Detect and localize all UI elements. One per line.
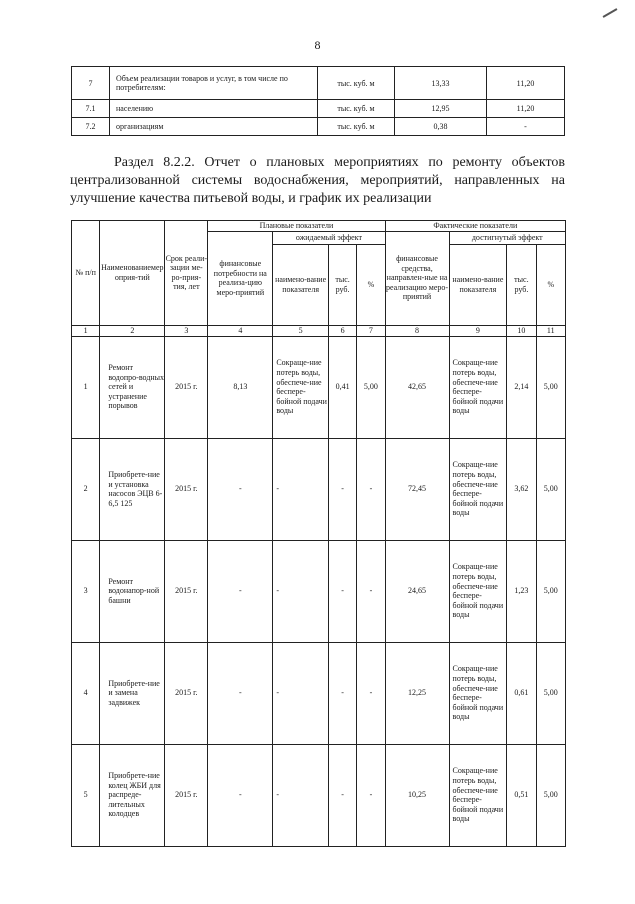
cell-act-rub: 2,14 bbox=[507, 336, 536, 438]
cell-act-ind: Сокраще-ние потерь воды, обеспече-ние беспере-бойной подачи воды bbox=[449, 744, 507, 846]
header-row bbox=[72, 221, 566, 232]
cell-act-fin: 72,45 bbox=[385, 438, 449, 540]
section-heading bbox=[70, 154, 565, 208]
cell-name: Приобрете-ние колец ЖБИ для распреде-лительных колодцев bbox=[100, 744, 165, 846]
cell-term: 2015 г. bbox=[165, 642, 208, 744]
table-row bbox=[72, 100, 565, 118]
cell-num: 2 bbox=[72, 438, 100, 540]
cell-plan-ind: - bbox=[273, 744, 329, 846]
row-value-2: 11,20 bbox=[487, 100, 565, 118]
cell-act-rub: 0,61 bbox=[507, 642, 536, 744]
scan-mark bbox=[603, 8, 618, 18]
cell-plan-ind: - bbox=[273, 438, 329, 540]
header-act-pct: % bbox=[536, 244, 565, 325]
cell-plan-fin: - bbox=[208, 438, 273, 540]
column-index-row bbox=[72, 325, 566, 336]
header-achieved: достигнутый эффект bbox=[449, 231, 565, 244]
table-row bbox=[72, 642, 566, 744]
cell-act-pct: 5,00 bbox=[536, 438, 565, 540]
cell-name: Приобрете-ние и замена задвижек bbox=[100, 642, 165, 744]
row-value-2: - bbox=[487, 118, 565, 136]
cell-plan-fin: - bbox=[208, 744, 273, 846]
column-index: 1 bbox=[72, 325, 100, 336]
cell-term: 2015 г. bbox=[165, 438, 208, 540]
table-row bbox=[72, 336, 566, 438]
cell-act-rub: 3,62 bbox=[507, 438, 536, 540]
cell-plan-ind: - bbox=[273, 642, 329, 744]
cell-plan-pct: - bbox=[357, 744, 385, 846]
table-row bbox=[72, 67, 565, 100]
cell-act-rub: 0,51 bbox=[507, 744, 536, 846]
row-name: организациям bbox=[110, 118, 318, 136]
cell-act-pct: 5,00 bbox=[536, 642, 565, 744]
plan-table bbox=[71, 220, 566, 847]
column-index: 7 bbox=[357, 325, 385, 336]
cell-act-ind: Сокраще-ние потерь воды, обеспече-ние беспере-бойной подачи воды bbox=[449, 540, 507, 642]
column-index: 8 bbox=[385, 325, 449, 336]
cell-act-rub: 1,23 bbox=[507, 540, 536, 642]
row-number: 7.2 bbox=[72, 118, 110, 136]
cell-plan-rub: - bbox=[328, 642, 356, 744]
cell-act-pct: 5,00 bbox=[536, 744, 565, 846]
header-planned: Плановые показатели bbox=[208, 221, 385, 232]
cell-plan-pct: - bbox=[357, 540, 385, 642]
cell-act-fin: 42,65 bbox=[385, 336, 449, 438]
cell-term: 2015 г. bbox=[165, 540, 208, 642]
header-plan-indicator: наимено-вание показателя bbox=[273, 244, 329, 325]
cell-plan-ind: Сокраще-ние потерь воды, обеспече-ние беспере-бойной подачи воды bbox=[273, 336, 329, 438]
header-plan-fin: финансовые потребности на реализа-цию меро-приятий bbox=[208, 231, 273, 325]
cell-plan-ind: - bbox=[273, 540, 329, 642]
cell-act-pct: 5,00 bbox=[536, 540, 565, 642]
cell-plan-rub: - bbox=[328, 540, 356, 642]
header-plan-rub: тыс. руб. bbox=[328, 244, 356, 325]
cell-term: 2015 г. bbox=[165, 336, 208, 438]
header-plan-pct: % bbox=[357, 244, 385, 325]
cell-plan-rub: - bbox=[328, 744, 356, 846]
table-row bbox=[72, 540, 566, 642]
row-name: населению bbox=[110, 100, 318, 118]
column-index: 2 bbox=[100, 325, 165, 336]
row-value-2: 11,20 bbox=[487, 67, 565, 100]
consumers-table bbox=[71, 66, 565, 136]
cell-num: 1 bbox=[72, 336, 100, 438]
header-name bbox=[100, 221, 165, 326]
table-row bbox=[72, 744, 566, 846]
row-name: Объем реализации товаров и услуг, в том числе по потребителям: bbox=[110, 67, 318, 100]
column-index: 6 bbox=[328, 325, 356, 336]
header-term: Срок реали-зации ме-ро-прия-тия, лет bbox=[165, 221, 208, 326]
page-number: 8 bbox=[314, 38, 321, 52]
cell-plan-fin: - bbox=[208, 642, 273, 744]
cell-plan-fin: - bbox=[208, 540, 273, 642]
cell-name: Приобрете-ние и установка насосов ЭЦВ 6-6,5 125 bbox=[100, 438, 165, 540]
row-number: 7.1 bbox=[72, 100, 110, 118]
cell-term: 2015 г. bbox=[165, 744, 208, 846]
cell-num: 3 bbox=[72, 540, 100, 642]
row-value-1: 13,33 bbox=[395, 67, 487, 100]
column-index: 9 bbox=[449, 325, 507, 336]
row-unit: тыс. куб. м bbox=[318, 118, 395, 136]
header-actual: Фактические показатели bbox=[385, 221, 565, 232]
section-heading-text: Раздел 8.2.2. Отчет о плановых мероприятиях по ремонту объектов централизованной системы водоснабжения, мероприятий, направленных на улучшение качества питьевой воды, и график их реализации bbox=[70, 155, 565, 206]
row-unit: тыс. куб. м bbox=[318, 100, 395, 118]
header-name-text: Наименованиемероприя-тий bbox=[101, 263, 164, 282]
cell-act-ind: Сокраще-ние потерь воды, обеспече-ние беспере-бойной подачи воды bbox=[449, 642, 507, 744]
table-row bbox=[72, 438, 566, 540]
cell-name: Ремонт водопро-водных сетей и устранение порывов bbox=[100, 336, 165, 438]
cell-plan-pct: 5,00 bbox=[357, 336, 385, 438]
column-index: 11 bbox=[536, 325, 565, 336]
cell-num: 5 bbox=[72, 744, 100, 846]
cell-num: 4 bbox=[72, 642, 100, 744]
row-value-1: 0,38 bbox=[395, 118, 487, 136]
cell-plan-rub: - bbox=[328, 438, 356, 540]
column-index: 3 bbox=[165, 325, 208, 336]
column-index: 4 bbox=[208, 325, 273, 336]
header-act-rub: тыс. руб. bbox=[507, 244, 536, 325]
cell-plan-pct: - bbox=[357, 438, 385, 540]
header-expected: ожидаемый эффект bbox=[273, 231, 385, 244]
cell-plan-fin: 8,13 bbox=[208, 336, 273, 438]
column-index: 10 bbox=[507, 325, 536, 336]
table-row bbox=[72, 118, 565, 136]
cell-name: Ремонт водонапор-ной башни bbox=[100, 540, 165, 642]
row-number: 7 bbox=[72, 67, 110, 100]
cell-act-fin: 12,25 bbox=[385, 642, 449, 744]
row-value-1: 12,95 bbox=[395, 100, 487, 118]
cell-act-fin: 24,65 bbox=[385, 540, 449, 642]
cell-plan-rub: 0,41 bbox=[328, 336, 356, 438]
column-index: 5 bbox=[273, 325, 329, 336]
row-unit: тыс. куб. м bbox=[318, 67, 395, 100]
cell-plan-pct: - bbox=[357, 642, 385, 744]
header-act-fin: финансовые средства, направлен-ные на реализацию меро-приятий bbox=[385, 231, 449, 325]
header-act-indicator: наимено-вание показателя bbox=[449, 244, 507, 325]
cell-act-fin: 10,25 bbox=[385, 744, 449, 846]
header-num: № п/п bbox=[72, 221, 100, 326]
cell-act-ind: Сокраще-ние потерь воды, обеспече-ние беспере-бойной подачи воды bbox=[449, 336, 507, 438]
cell-act-pct: 5,00 bbox=[536, 336, 565, 438]
cell-act-ind: Сокраще-ние потерь воды, обеспече-ние беспере-бойной подачи воды bbox=[449, 438, 507, 540]
